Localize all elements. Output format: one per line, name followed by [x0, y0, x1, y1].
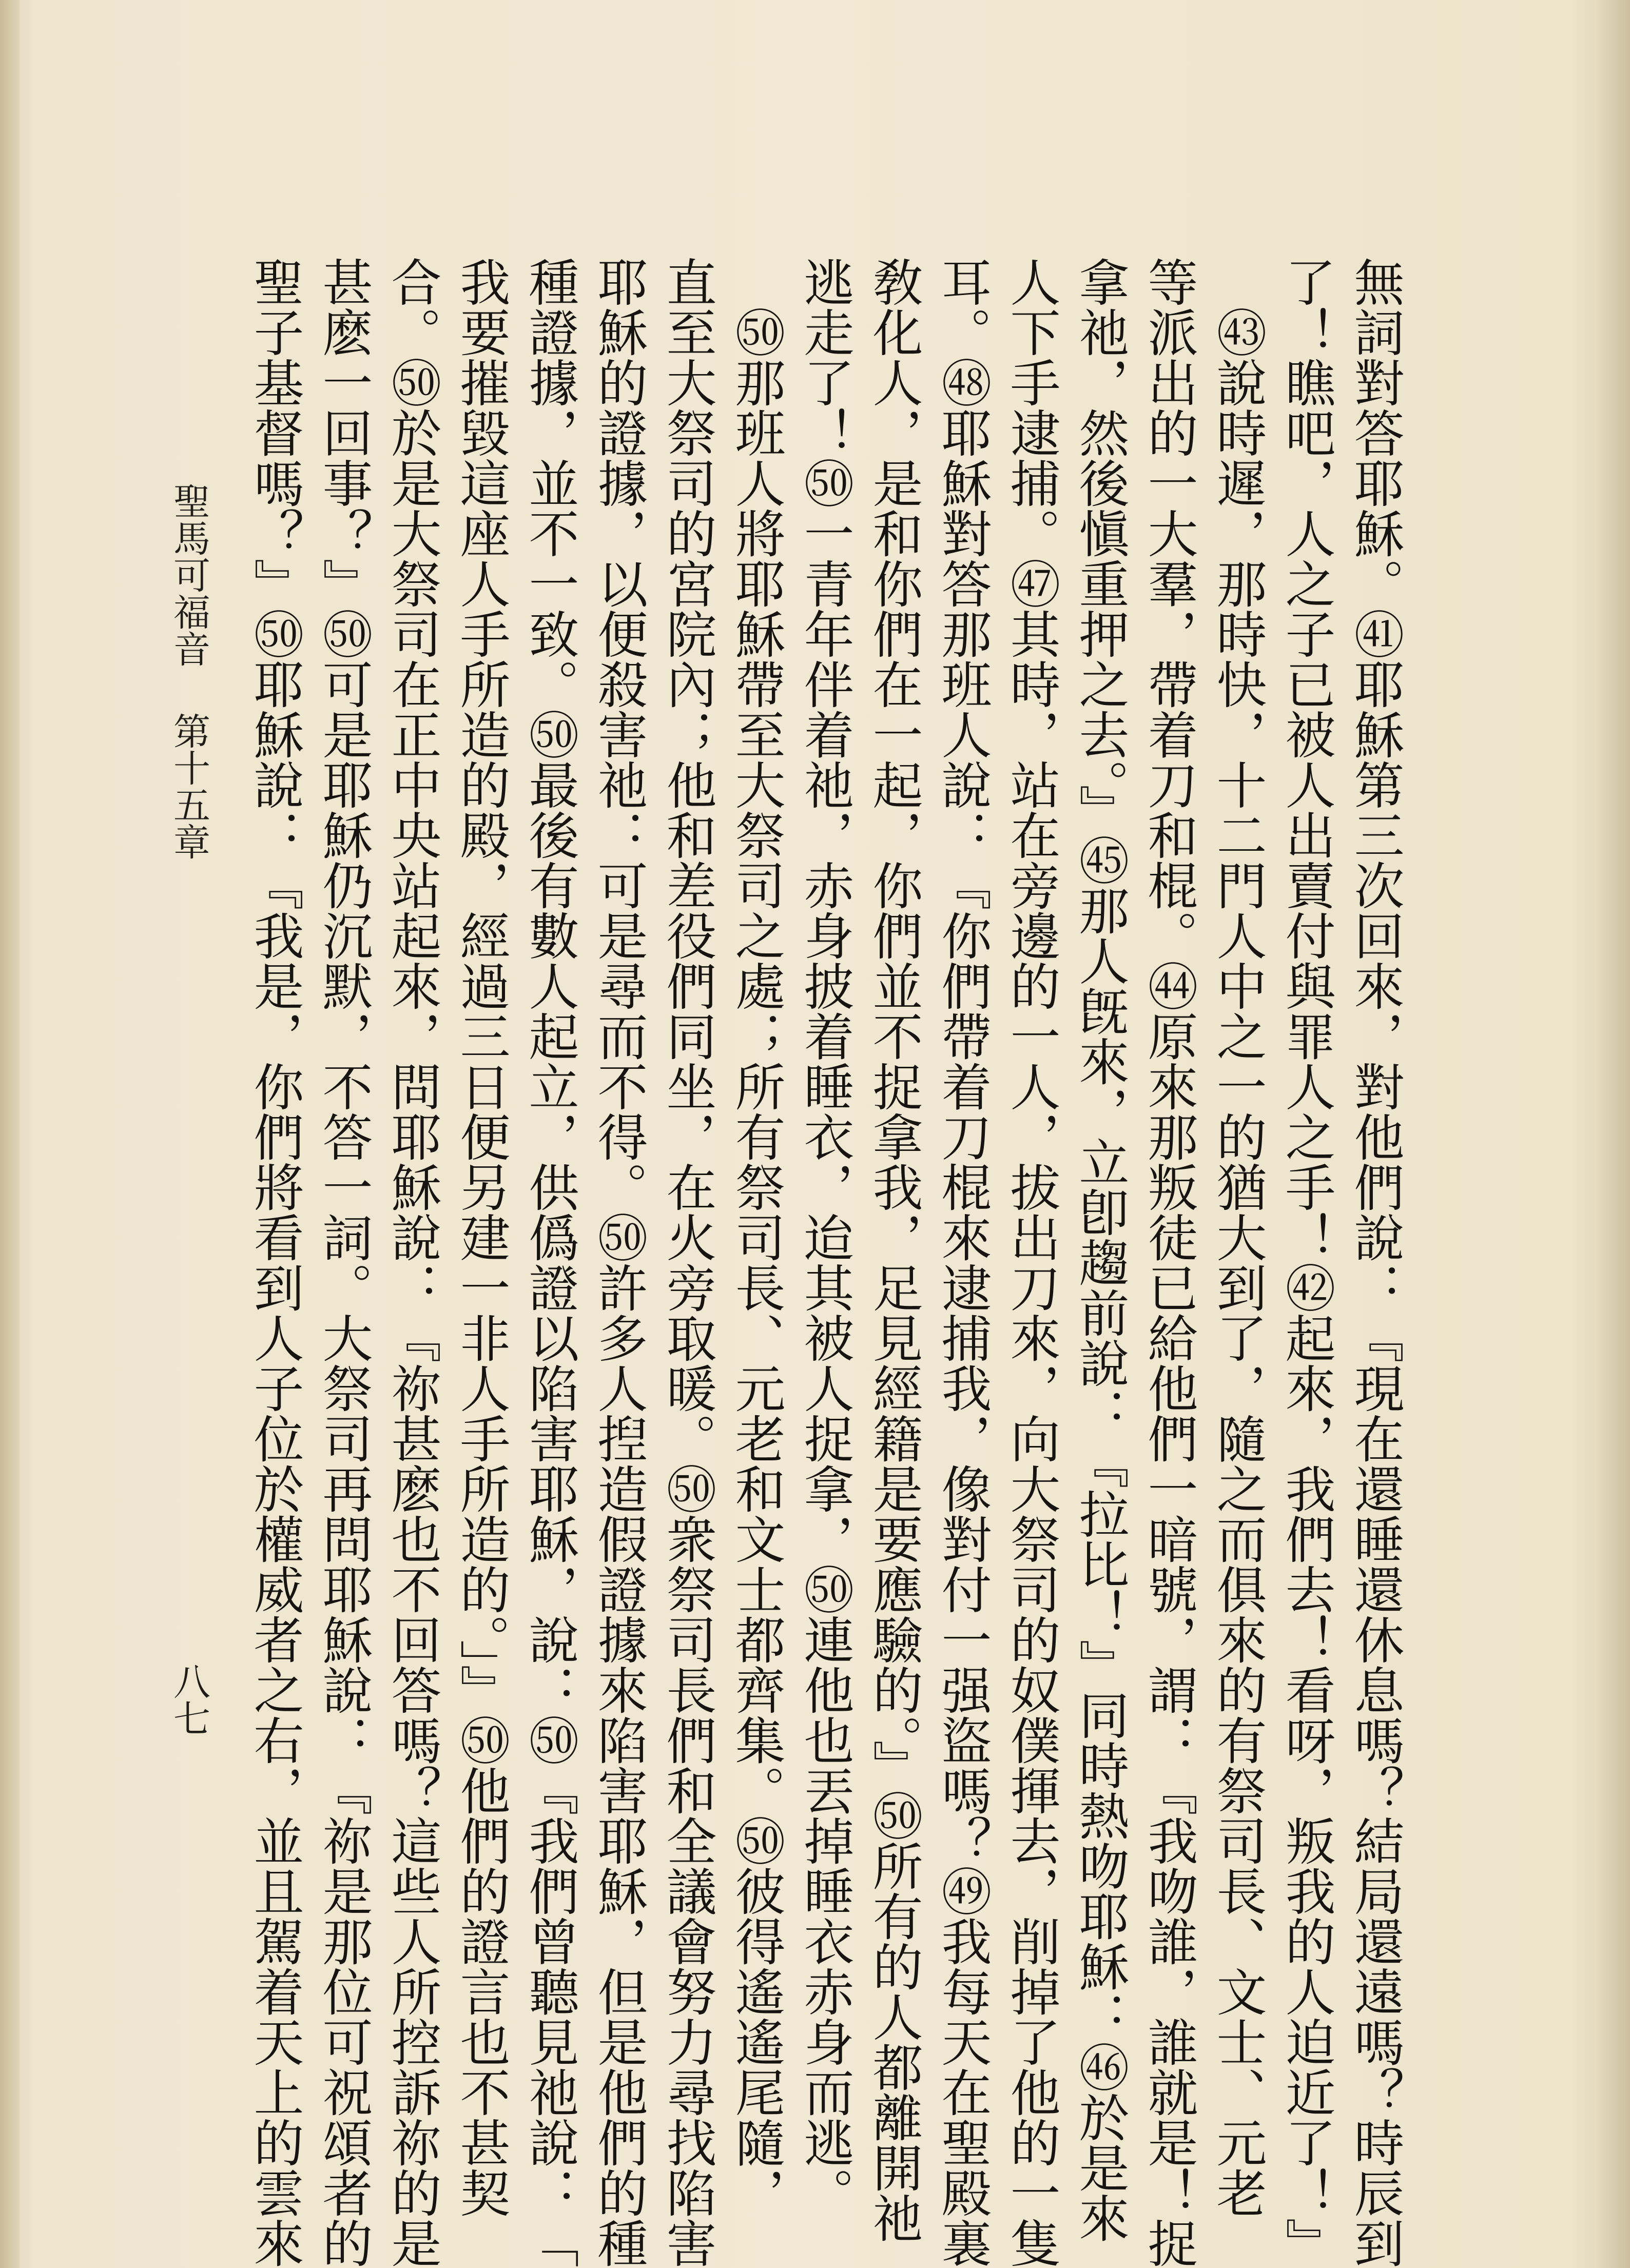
- text-column: 了！瞧吧，人之子已被人出賣付與罪人之手！㊷起來，我們去！看呀，叛我的人迫近了！』: [1277, 257, 1335, 2268]
- text-column: 合。㊿於是大祭司在正中央站起來，問耶穌說：『祢甚麽也不回答嗎？這些人所控訴祢的是: [383, 257, 441, 2268]
- page-number: 八七: [167, 1663, 210, 1736]
- text-column: 敎化人，是和你們在一起，你們並不捉拿我，足見經籍是要應驗的。』㊿所有的人都離開祂: [864, 257, 923, 2243]
- text-column: 拿祂，然後愼重押之去。』㊺那人旣來，立卽趨前說：『拉比！』同時熱吻耶穌：㊻於是來: [1071, 257, 1129, 2243]
- page-right-edge: [1594, 0, 1630, 2268]
- text-column: 等派出的一大羣，帶着刀和棍。㊹原來那叛徒已給他們一暗號，謂：『我吻誰，誰就是！捉: [1139, 257, 1198, 2268]
- chapter-label: 第十五章: [167, 712, 210, 860]
- text-column: 我要摧毀這座人手所造的殿，經過三日便另建一非人手所造的。」』㊿他們的證言也不甚契: [452, 257, 510, 2218]
- text-column: 無詞對答耶穌。㊶耶穌第三次回來，對他們說：『現在還睡還休息嗎？結局還遠嗎？時辰到: [1346, 257, 1404, 2268]
- text-column: 聖子基督嗎？』㊿耶穌說：『我是，你們將看到人子位於權威者之右，並且駕着天上的雲來: [245, 257, 304, 2268]
- page-binding-edge: [0, 0, 20, 2268]
- text-column: 耶穌的證據，以便殺害祂：可是尋而不得。㊿許多人揑造假證據來陷害耶穌，但是他們的種: [589, 257, 648, 2268]
- text-column: ㊿那班人將耶穌帶至大祭司之處；所有祭司長、元老和文士都齊集。㊿彼得遙遙尾隨，: [727, 257, 785, 2218]
- text-column: 逃走了！㊿一青年伴着祂，赤身披着睡衣，迨其被人捉拿，㊿連他也丟掉睡衣赤身而逃。: [795, 257, 854, 2218]
- scripture-text-block: [152, 257, 1409, 2268]
- text-column: 人下手逮捕。㊼其時，站在旁邊的一人，拔出刀來，向大祭司的奴僕揮去，削掉了他的一隻: [1002, 257, 1060, 2268]
- text-column: 甚麽一回事？』㊿可是耶穌仍沉默，不答一詞。大祭司再問耶穌說：『祢是那位可祝頌者的: [314, 257, 373, 2268]
- text-column: 直至大祭司的宮院內；他和差役們同坐，在火旁取暖。㊿衆祭司長們和全議會努力尋找陷害: [658, 257, 716, 2268]
- text-column: 種證據，並不一致。㊿最後有數人起立，供僞證以陷害耶穌，說：㊿『我們曾聽見祂說：「: [520, 257, 579, 2268]
- running-footer: [164, 482, 216, 1098]
- book-title: 聖馬可福音: [167, 482, 210, 667]
- text-column: 耳。㊽耶穌對答那班人說：『你們帶着刀棍來逮捕我，像對付一强盜嗎？㊾我每天在聖殿裏: [933, 257, 992, 2268]
- text-column: ㊸說時遲，那時快，十二門人中之一的猶大到了，隨之而俱來的有祭司長、文士、元老: [1208, 257, 1267, 2218]
